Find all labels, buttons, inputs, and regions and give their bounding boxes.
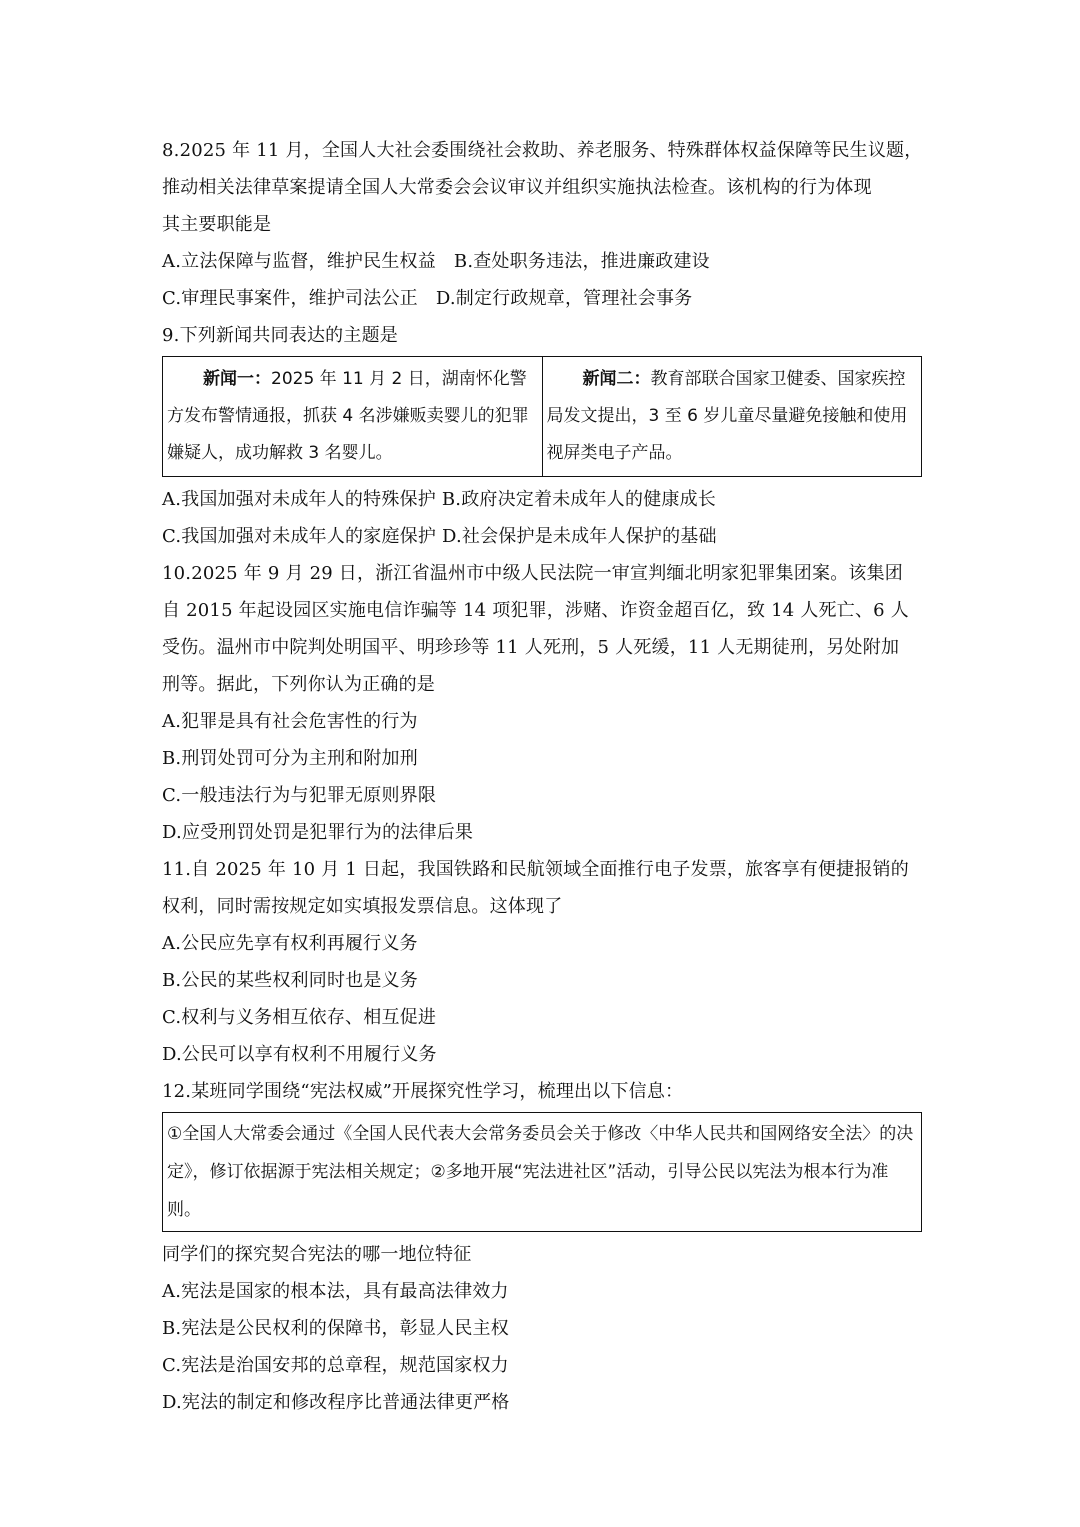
question-12-option-d[interactable]: D.宪法的制定和修改程序比普通法律更严格 bbox=[162, 1392, 510, 1413]
news-two-cell bbox=[542, 357, 922, 476]
question-10-stem-line-2: 自 2015 年起设园区实施电信诈骗等 14 项犯罪，涉赌、诈资金超百亿，致 14 人死亡、6 人 bbox=[162, 600, 909, 621]
question-9-options-row-2 bbox=[162, 518, 922, 555]
question-10 bbox=[162, 555, 922, 851]
question-11-option-b[interactable]: B.公民的某些权利同时也是义务 bbox=[162, 970, 418, 991]
question-8-option-a[interactable]: A.立法保障与监督，维护民生权益 bbox=[162, 251, 436, 272]
news-two-title: 新闻二： bbox=[582, 369, 651, 389]
question-8-stem-line-3: 其主要职能是 bbox=[162, 214, 272, 235]
question-10-stem-line-1: 10.2025 年 9 月 29 日，浙江省温州市中级人民法院一审宣判缅北明家犯罪集团案。该集团 bbox=[162, 563, 903, 584]
question-11-option-a[interactable]: A.公民应先享有权利再履行义务 bbox=[162, 933, 418, 954]
question-9-stem: 9.下列新闻共同表达的主题是 bbox=[162, 325, 398, 346]
question-9 bbox=[162, 317, 922, 555]
question-11-option-c[interactable]: C.权利与义务相互依存、相互促进 bbox=[162, 1007, 437, 1028]
exam-page bbox=[162, 132, 922, 1421]
news-one-text: 2025 年 11 月 2 日，湖南怀化警方发布警情通报，抓获 4 名涉嫌贩卖婴儿的犯罪嫌疑人，成功解救 3 名婴儿。 bbox=[167, 369, 529, 463]
question-9-option-c[interactable]: C.我国加强对未成年人的家庭保护 bbox=[162, 526, 437, 547]
question-10-option-d[interactable]: D.应受刑罚处罚是犯罪行为的法律后果 bbox=[162, 822, 474, 843]
question-9-options-row-1 bbox=[162, 481, 922, 518]
question-8-option-b[interactable]: B.查处职务违法，推进廉政建设 bbox=[453, 251, 710, 272]
question-12-option-b[interactable]: B.宪法是公民权利的保障书，彰显人民主权 bbox=[162, 1318, 509, 1339]
question-8-option-c[interactable]: C.审理民事案件，维护司法公正 bbox=[162, 288, 418, 309]
question-8-options-row-1 bbox=[162, 243, 922, 280]
question-9-news-table bbox=[162, 356, 922, 477]
question-8-stem-line-1: 8.2025 年 11 月，全国人大社会委围绕社会救助、养老服务、特殊群体权益保障等民生议题， bbox=[162, 140, 923, 161]
question-8-option-d[interactable]: D.制定行政规章，管理社会事务 bbox=[435, 288, 693, 309]
question-11-stem-line-1: 11.自 2025 年 10 月 1 日起，我国铁路和民航领域全面推行电子发票，旅客享有便捷报销的 bbox=[162, 859, 909, 880]
question-8 bbox=[162, 132, 922, 317]
question-10-option-c[interactable]: C.一般违法行为与犯罪无原则界限 bbox=[162, 785, 437, 806]
question-9-option-b[interactable]: B.政府决定着未成年人的健康成长 bbox=[441, 489, 716, 510]
question-12-info-box: ①全国人大常委会通过《全国人民代表大会常务委员会关于修改〈中华人民共和国网络安全法〉的决定》，修订依据源于宪法相关规定；②多地开展“宪法进社区”活动，引导公民以宪法为根本行为准则。 bbox=[162, 1112, 922, 1232]
question-12-question: 同学们的探究契合宪法的哪一地位特征 bbox=[162, 1244, 472, 1265]
question-11-stem-line-2: 权利，同时需按规定如实填报发票信息。这体现了 bbox=[162, 896, 563, 917]
question-8-stem-line-2: 推动相关法律草案提请全国人大常委会会议审议并组织实施执法检查。该机构的行为体现 bbox=[162, 177, 872, 198]
news-two-text: 教育部联合国家卫健委、国家疾控局发文提出，3 至 6 岁儿童尽量避免接触和使用视屏类电子产品。 bbox=[546, 369, 908, 463]
news-one-title: 新闻一： bbox=[203, 369, 271, 389]
question-8-options-row-2 bbox=[162, 280, 922, 317]
news-one-cell bbox=[163, 357, 542, 476]
question-12-option-c[interactable]: C.宪法是治国安邦的总章程，规范国家权力 bbox=[162, 1355, 509, 1376]
question-12 bbox=[162, 1073, 922, 1421]
question-10-stem-line-4: 刑等。据此，下列你认为正确的是 bbox=[162, 674, 435, 695]
question-9-option-a[interactable]: A.我国加强对未成年人的特殊保护 bbox=[162, 489, 436, 510]
question-9-option-d[interactable]: D.社会保护是未成年人保护的基础 bbox=[441, 526, 717, 547]
question-11-option-d[interactable]: D.公民可以享有权利不用履行义务 bbox=[162, 1044, 437, 1065]
question-10-option-a[interactable]: A.犯罪是具有社会危害性的行为 bbox=[162, 711, 418, 732]
question-11 bbox=[162, 851, 922, 1073]
question-10-stem-line-3: 受伤。温州市中院判处明国平、明珍珍等 11 人死刑，5 人死缓，11 人无期徒刑，另处附加 bbox=[162, 637, 900, 658]
question-12-stem: 12.某班同学围绕“宪法权威”开展探究性学习，梳理出以下信息： bbox=[162, 1081, 684, 1102]
question-12-option-a[interactable]: A.宪法是国家的根本法，具有最高法律效力 bbox=[162, 1281, 509, 1302]
question-10-option-b[interactable]: B.刑罚处罚可分为主刑和附加刑 bbox=[162, 748, 418, 769]
